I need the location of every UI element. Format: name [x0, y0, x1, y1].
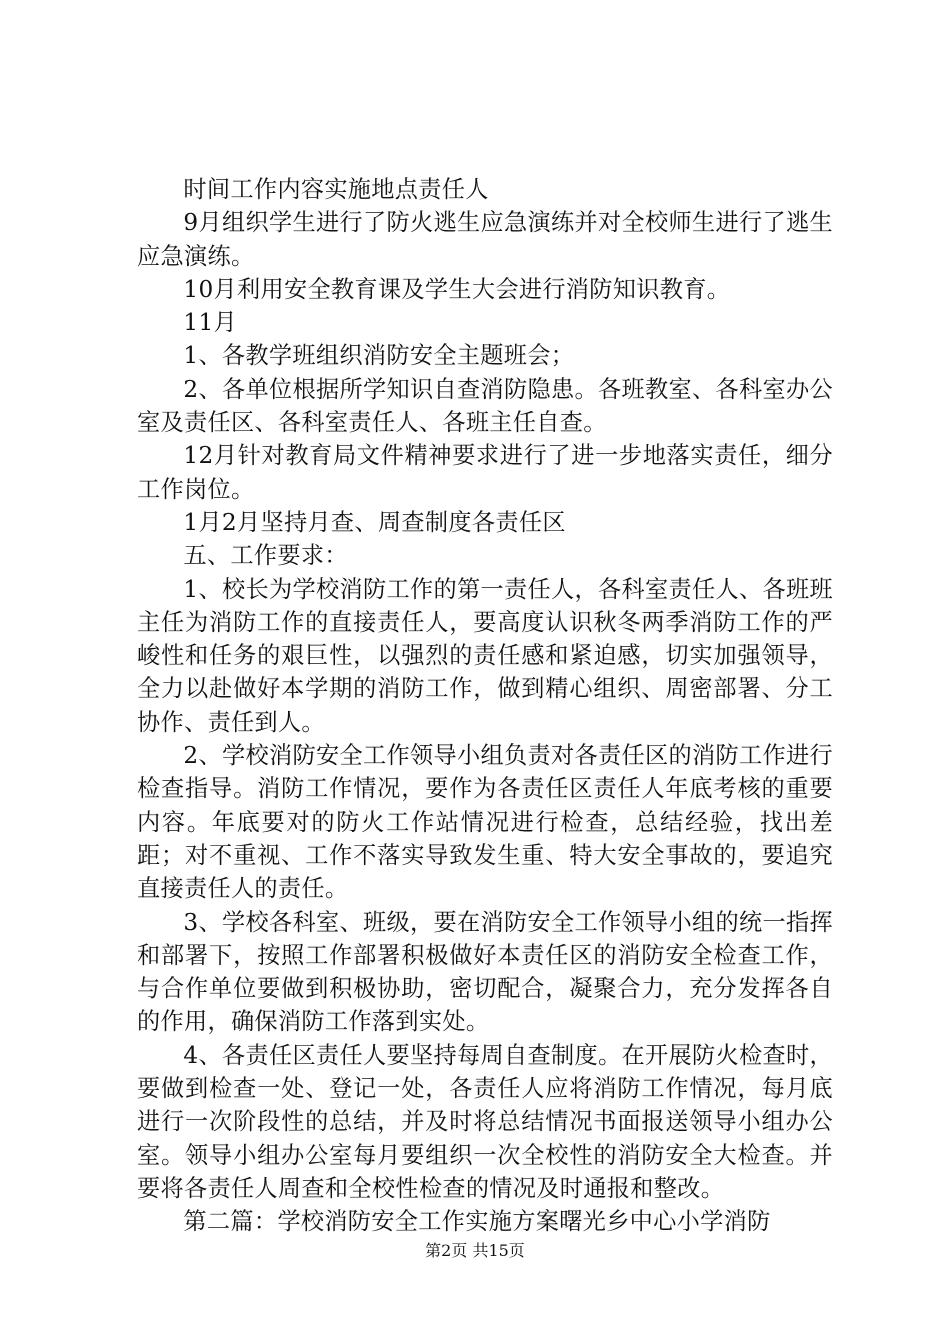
paragraph-september: 9月组织学生进行了防火逃生应急演练并对全校师生进行了逃生应急演练。 — [137, 209, 833, 270]
document-body — [137, 173, 833, 1239]
paragraph-schedule-header: 时间工作内容实施地点责任人 — [183, 176, 489, 203]
paragraph-december: 12月针对教育局文件精神要求进行了进一步地落实责任，细分工作岗位。 — [137, 442, 833, 503]
paragraph-requirement-3: 3、学校各科室、班级，要在消防安全工作领导小组的统一指挥和部署下，按照工作部署积极做好本责任区的消防安全检查工作，与合作单位要做到积极协助，密切配合，凝聚合力，充分发挥各自的作用，确保消防工作落到实处。 — [137, 908, 833, 1036]
paragraph-requirement-1: 1、校长为学校消防工作的第一责任人，各科室责任人、各班班主任为消防工作的直接责任人，要高度认识秋冬两季消防工作的严峻性和任务的艰巨性，以强烈的责任感和紧迫感，切实加强领导，全力以赴做好本学期的消防工作，做到精心组织、周密部署、分工协作、责任到人。 — [137, 575, 833, 736]
paragraph-requirement-2: 2、学校消防安全工作领导小组负责对各责任区的消防工作进行检查指导。消防工作情况，要作为各责任区责任人年底考核的重要内容。年底要对的防火工作站情况进行检查，总结经验，找出差距；对不重视、工作不落实导致发生重、特大安全事故的，要追究直接责任人的责任。 — [137, 742, 833, 903]
paragraph-next-chapter-title: 第二篇：学校消防安全工作实施方案曙光乡中心小学消防 — [183, 1208, 771, 1236]
page-number-footer: 第2页 共15页 — [425, 1241, 525, 1260]
paragraph-requirement-4: 4、各责任区责任人要坚持每周自查制度。在开展防火检查时，要做到检查一处、登记一处，各责任人应将消防工作情况，每月底进行一次阶段性的总结，并及时将总结情况书面报送领导小组办公室。领导小组办公室每月要组织一次全校性的消防安全大检查。并要将各责任人周查和全校性检查的情况及时通报和整改。 — [137, 1041, 833, 1202]
paragraph-november-item-2: 2、各单位根据所学知识自查消防隐患。各班教室、各科室办公室及责任区、各科室责任人、各班主任自查。 — [137, 375, 833, 437]
paragraph-november-item-1: 1、各教学班组织消防安全主题班会； — [183, 342, 575, 370]
section-heading-requirements: 五、工作要求： — [183, 542, 348, 570]
paragraph-october: 10月利用安全教育课及学生大会进行消防知识教育。 — [183, 275, 731, 303]
paragraph-january-february: 1月2月坚持月查、周查制度各责任区 — [183, 508, 566, 536]
paragraph-november: 11月 — [183, 309, 237, 337]
